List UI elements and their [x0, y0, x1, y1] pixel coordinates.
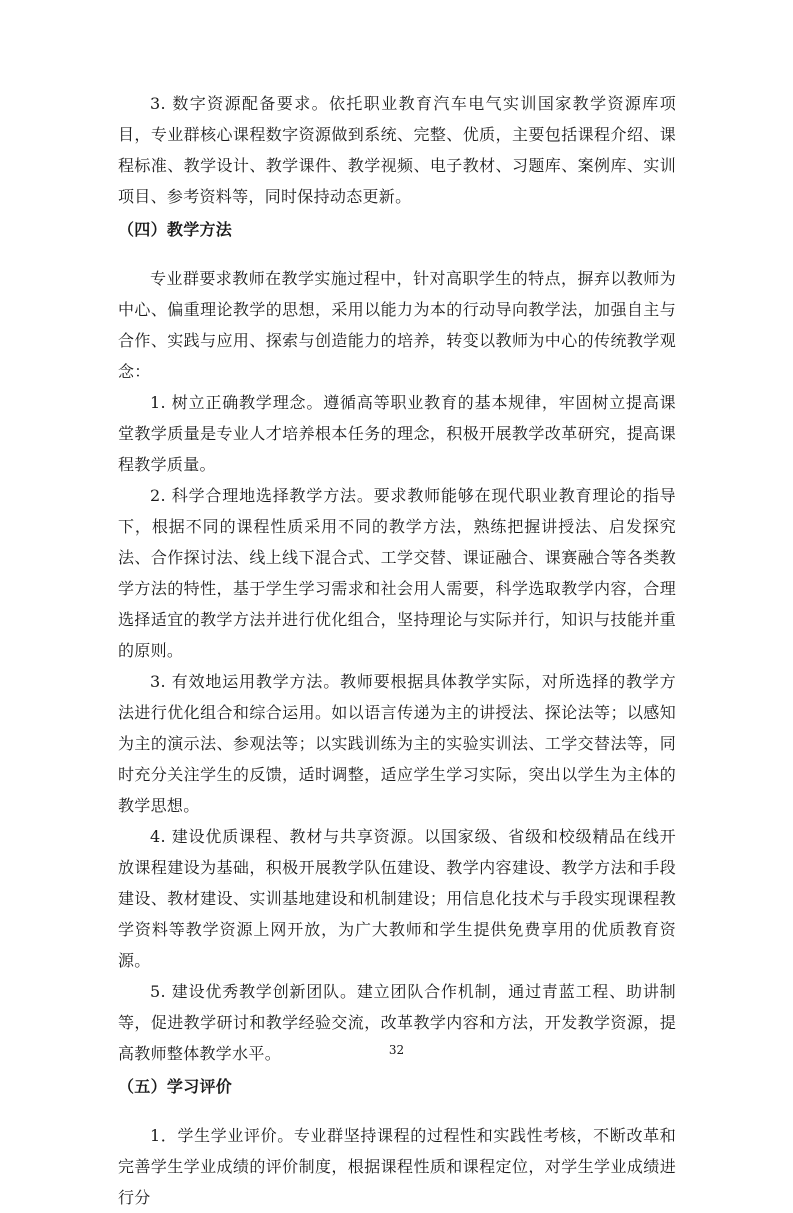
paragraph-apply-methods: 3. 有效地运用教学方法。教师要根据具体教学实际，对所选择的教学方法进行优化组合和综合运用。如以语言传递为主的讲授法、探论法等；以感知为主的演示法、参观法等；以实践训练为主的实验实训法、工学交替法等，同时充分关注学生的反馈，适时调整，适应学生学习实际，突出以学生为主体的教学思想。 — [118, 672, 676, 815]
paragraph-student-evaluation: 1．学生学业评价。专业群坚持课程的过程性和实践性考核，不断改革和完善学生学业成绩的评价制度，根据课程性质和课程定位，对学生学业成绩进行分 — [118, 1126, 676, 1207]
section-heading-teaching-methods: （四）教学方法 — [118, 220, 233, 239]
paragraph-teaching-concept: 1. 树立正确教学理念。遵循高等职业教育的基本规律，牢固树立提高课堂教学质量是专业人才培养根本任务的理念，积极开展教学改革研究，提高课程教学质量。 — [118, 393, 676, 474]
paragraph-quality-resources: 4. 建设优质课程、教材与共享资源。以国家级、省级和校级精品在线开放课程建设为基础，积极开展教学队伍建设、教学内容建设、教学方法和手段建设、教材建设、实训基地建设和机制建设；用信息化技术与手段实现课程教学资料等教学资源上网开放，为广大教师和学生提供免费享用的优质教育资源。 — [118, 827, 676, 970]
paragraph-innovation-team: 5. 建设优秀教学创新团队。建立团队合作机制，通过青蓝工程、助讲制等，促进教学研讨和教学经验交流，改革教学内容和方法，开发教学资源，提高教师整体教学水平。 — [118, 982, 676, 1063]
paragraph-digital-resources: 3. 数字资源配备要求。依托职业教育汽车电气实训国家教学资源库项目，专业群核心课程数字资源做到系统、完整、优质，主要包括课程介绍、课程标准、教学设计、教学课件、教学视频、电子教材、习题库、案例库、实训项目、参考资料等，同时保持动态更新。 — [118, 94, 676, 206]
section-heading-learning-evaluation: （五）学习评价 — [118, 1077, 233, 1096]
page-number: 32 — [388, 1043, 405, 1057]
paragraph-teaching-methods-intro: 专业群要求教师在教学实施过程中，针对高职学生的特点，摒弃以教师为中心、偏重理论教学的思想，采用以能力为本的行动导向教学法，加强自主与合作、实践与应用、探索与创造能力的培养，转变以教师为中心的传统教学观念： — [118, 269, 676, 381]
paragraph-choose-methods: 2. 科学合理地选择教学方法。要求教师能够在现代职业教育理论的指导下，根据不同的课程性质采用不同的教学方法，熟练把握讲授法、启发探究法、合作探讨法、线上线下混合式、工学交替、课证融合、课赛融合等各类教学方法的特性，基于学生学习需求和社会用人需要，科学选取教学内容，合理选择适宜的教学方法并进行优化组合，坚持理论与实际并行，知识与技能并重的原则。 — [118, 486, 676, 660]
